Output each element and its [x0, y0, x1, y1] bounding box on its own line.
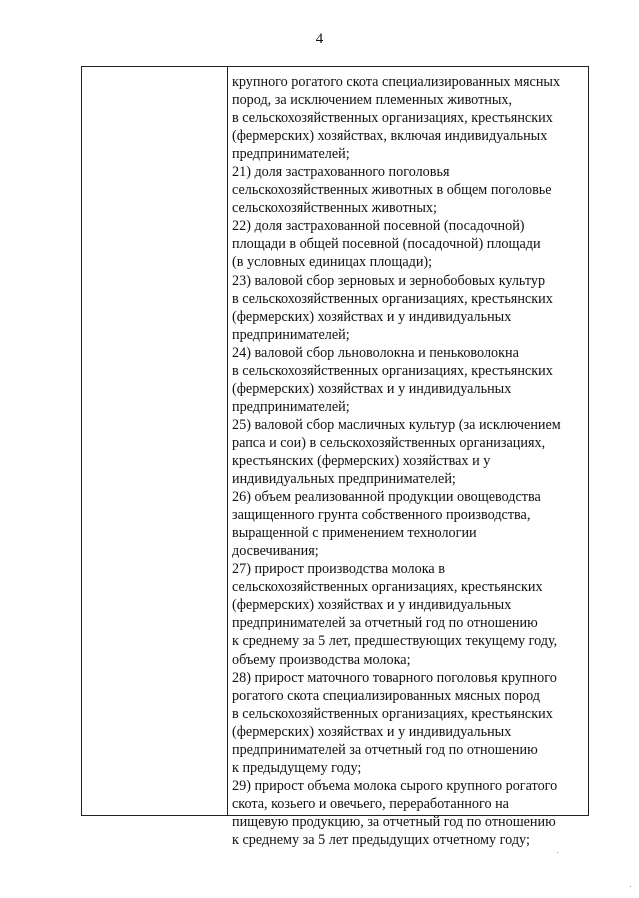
text-line: 24) валовой сбор льноволокна и пеньковолокна: [232, 344, 519, 361]
text-line: (в условных единицах площади);: [232, 254, 433, 271]
text-line: предпринимателей за отчетный год по отношению: [232, 741, 538, 758]
text-line: пищевую продукцию, за отчетный год по отношению: [232, 813, 556, 830]
text-line: (фермерских) хозяйствах, включая индивидуальных: [232, 128, 548, 145]
text-line: пород, за исключением племенных животных,: [232, 92, 513, 109]
text-line: крупного рогатого скота специализированных мясных: [232, 74, 561, 90]
text-line: сельскохозяйственных животных;: [232, 200, 437, 217]
text-line: сельскохозяйственных организациях, крестьянских: [232, 579, 543, 596]
text-line: в сельскохозяйственных организациях, крестьянских: [232, 705, 553, 722]
text-line: в сельскохозяйственных организациях, крестьянских: [232, 110, 553, 127]
text-line: объему производства молока;: [232, 651, 411, 668]
text-line: к среднему за 5 лет предыдущих отчетному году;: [232, 831, 530, 848]
text-line: в сельскохозяйственных организациях, крестьянских: [232, 362, 553, 379]
text-line: в сельскохозяйственных организациях, крестьянских: [232, 290, 553, 307]
text-line: площади в общей посевной (посадочной) площади: [232, 236, 541, 253]
text-line: предпринимателей;: [232, 398, 350, 415]
text-line: рапса и сои) в сельскохозяйственных организациях,: [232, 434, 546, 451]
text-line: индивидуальных предпринимателей;: [232, 471, 456, 488]
text-line: предпринимателей;: [232, 146, 350, 163]
column-divider: [227, 67, 228, 815]
text-line: защищенного грунта собственного производства,: [232, 507, 531, 524]
text-line: (фермерских) хозяйствах и у индивидуальных: [232, 308, 512, 325]
text-line: (фермерских) хозяйствах и у индивидуальных: [232, 723, 512, 740]
text-line: крестьянских (фермерских) хозяйствах и у: [232, 452, 491, 469]
text-line: предпринимателей;: [232, 326, 350, 343]
text-line: (фермерских) хозяйствах и у индивидуальных: [232, 597, 512, 614]
text-line: 21) доля застрахованного поголовья: [232, 164, 450, 181]
text-line: к предыдущему году;: [232, 759, 362, 776]
table-left-cell: [82, 67, 227, 815]
text-line: 22) доля застрахованной посевной (посадочной): [232, 218, 525, 235]
text-line: 25) валовой сбор масличных культур (за исключением: [232, 416, 561, 433]
text-line: 28) прирост маточного товарного поголовья крупного: [232, 669, 557, 686]
text-line: 29) прирост объема молока сырого крупного рогатого: [232, 777, 558, 794]
text-line: предпринимателей за отчетный год по отношению: [232, 615, 538, 632]
text-line: 23) валовой сбор зерновых и зернобобовых культур: [232, 272, 546, 289]
text-line: сельскохозяйственных животных в общем поголовье: [232, 182, 552, 199]
page-number: 4: [315, 31, 324, 47]
text-line: (фермерских) хозяйствах и у индивидуальных: [232, 380, 512, 397]
scan-dust: [630, 886, 631, 887]
document-table: [81, 66, 589, 848]
text-line: 26) объем реализованной продукции овощеводства: [232, 489, 541, 506]
text-line: к среднему за 5 лет, предшествующих текущему году,: [232, 633, 558, 650]
text-line: рогатого скота специализированных мясных пород: [232, 687, 541, 704]
text-line: досвечивания;: [232, 543, 319, 560]
text-line: скота, козьего и овечьего, переработанного на: [232, 795, 509, 812]
text-line: выращенной с применением технологии: [232, 525, 477, 542]
scan-dust: [557, 852, 558, 853]
table-right-cell: [232, 73, 588, 849]
text-line: 27) прирост производства молока в: [232, 561, 445, 578]
